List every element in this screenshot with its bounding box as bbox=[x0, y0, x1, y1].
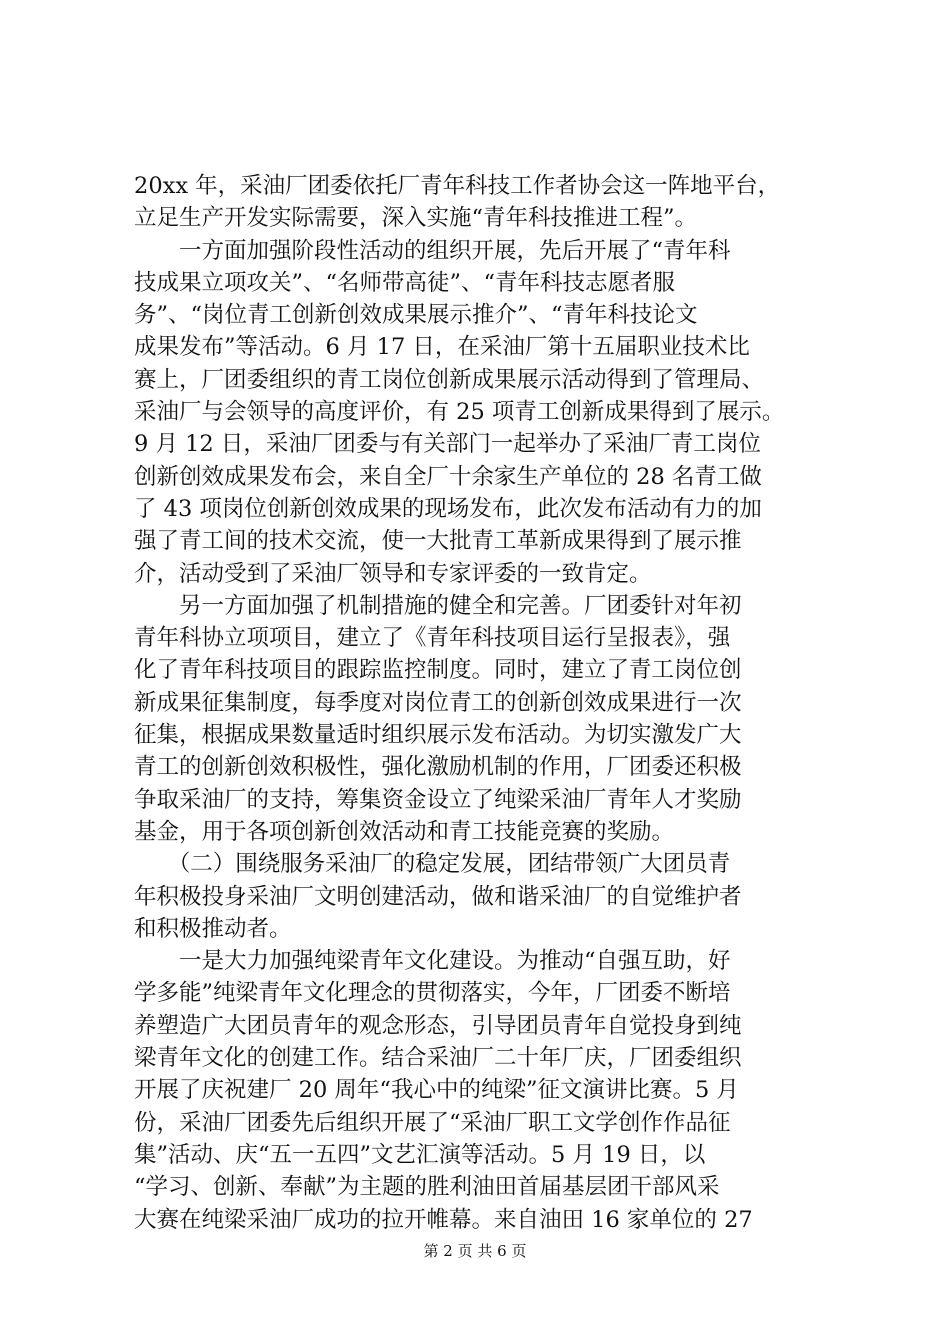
text-line: 务”、“岗位青工创新创效成果展示推介”、“青年科技论文 bbox=[134, 302, 698, 329]
page-footer: 第 2 页 共 6 页 bbox=[423, 1242, 527, 1260]
text-line: 一方面加强阶段性活动的组织开展，先后开展了“青年科 bbox=[134, 237, 731, 264]
text-line: 梁青年文化的创建工作。结合采油厂二十年厂庆，厂团委组织 bbox=[134, 1045, 742, 1072]
text-line: 争取采油厂的支持，筹集资金设立了纯梁采油厂青年人才奖励 bbox=[134, 786, 742, 813]
text-line: （二）围绕服务采油厂的稳定发展，团结带领广大团员青 bbox=[134, 851, 731, 878]
text-line: 介，活动受到了采油厂领导和专家评委的一致肯定。 bbox=[134, 560, 652, 587]
text-line: 赛上，厂团委组织的青工岗位创新成果展示活动得到了管理局、 bbox=[134, 366, 765, 393]
text-line: 和积极推动者。 bbox=[134, 915, 292, 942]
text-line: 学多能”纯梁青年文化理念的贯彻落实，今年，厂团委不断培 bbox=[134, 980, 731, 1007]
text-line: 青工的创新创效积极性，强化激励机制的作用，厂团委还积极 bbox=[134, 754, 742, 781]
text-line: 9 月 12 日，采油厂团委与有关部门一起举办了采油厂青工岗位 bbox=[134, 431, 761, 458]
text-line: 份，采油厂团委先后组织开展了“采油厂职工文学创作作品征 bbox=[134, 1109, 731, 1136]
text-line: 养塑造广大团员青年的观念形态，引导团员青年自觉投身到纯 bbox=[134, 1012, 742, 1039]
text-line: 开展了庆祝建厂 20 周年“我心中的纯梁”征文演讲比赛。5 月 bbox=[134, 1077, 739, 1104]
text-line: 了 43 项岗位创新创效成果的现场发布，此次发布活动有力的加 bbox=[134, 495, 762, 522]
text-line: 大赛在纯梁采油厂成功的拉开帷幕。来自油田 16 家单位的 27 bbox=[134, 1206, 753, 1233]
text-line: 成果发布”等活动。6 月 17 日，在采油厂第十五届职业技术比 bbox=[134, 334, 750, 361]
text-line: 青年科协立项项目，建立了《青年科技项目运行呈报表》，强 bbox=[134, 625, 731, 652]
text-line: 基金，用于各项创新创效活动和青工技能竞赛的奖励。 bbox=[134, 818, 675, 845]
text-line: 立足生产开发实际需要，深入实施“青年科技推进工程”。 bbox=[134, 205, 698, 232]
text-line: 采油厂与会领导的高度评价，有 25 项青工创新成果得到了展示。 bbox=[134, 399, 785, 426]
text-line: 另一方面加强了机制措施的健全和完善。厂团委针对年初 bbox=[134, 592, 742, 619]
text-line: 征集，根据成果数量适时组织展示发布活动。为切实激发广大 bbox=[134, 722, 742, 749]
text-line: 新成果征集制度，每季度对岗位青工的创新创效成果进行一次 bbox=[134, 689, 742, 716]
text-line: 20xx 年，采油厂团委依托厂青年科技工作者协会这一阵地平台， bbox=[134, 173, 781, 199]
text-line: “学习、创新、奉献”为主题的胜利油田首届基层团干部风采 bbox=[134, 1174, 720, 1201]
text-line: 集”活动、庆“五一五四”文艺汇演等活动。5 月 19 日，以 bbox=[134, 1141, 706, 1168]
text-line: 创新创效成果发布会，来自全厂十余家生产单位的 28 名青工做 bbox=[134, 463, 762, 490]
text-line: 年积极投身采油厂文明创建活动，做和谐采油厂的自觉维护者 bbox=[134, 883, 742, 910]
document-body bbox=[134, 170, 824, 1236]
text-line: 强了青工间的技术交流，使一大批青工革新成果得到了展示推 bbox=[134, 528, 742, 555]
text-line: 技成果立项攻关”、“名师带高徒”、“青年科技志愿者服 bbox=[134, 269, 676, 296]
text-line: 化了青年科技项目的跟踪监控制度。同时，建立了青工岗位创 bbox=[134, 657, 742, 684]
text-line: 一是大力加强纯梁青年文化建设。为推动“自强互助，好 bbox=[134, 948, 731, 975]
